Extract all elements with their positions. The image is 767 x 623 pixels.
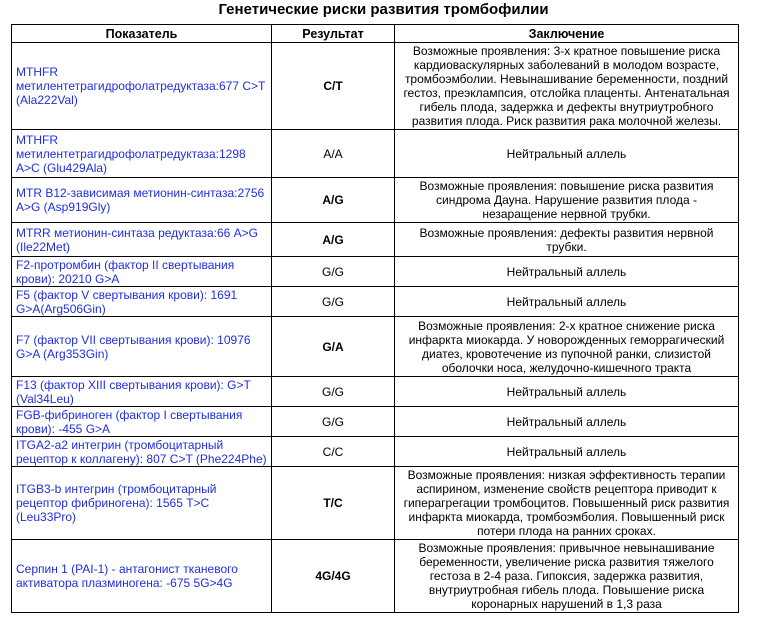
indicator-cell: MTHFR метилентетрагидрофолатредуктаза:1298 A>C (Glu429Ala) xyxy=(12,130,272,178)
indicator-cell: F7 (фактор VII свертывания крови): 10976 G>A (Arg353Gin) xyxy=(12,317,272,377)
indicator-cell: Серпин 1 (PAI-1) - антагонист тканевого активатора плазминогена: -675 5G>4G xyxy=(12,540,272,613)
conclusion-cell: Нейтральный аллель xyxy=(395,287,739,317)
conclusion-cell: Возможные проявления: дефекты развития нервной трубки. xyxy=(395,223,739,257)
indicator-cell: MTRR метионин-синтаза редуктаза:66 A>G (Ile22Met) xyxy=(12,223,272,257)
indicator-cell: ITGB3-b интегрин (тромбоцитарный рецептор фибриногена): 1565 T>C (Leu33Pro) xyxy=(12,467,272,540)
table-row xyxy=(12,223,739,257)
table-row xyxy=(12,130,739,178)
result-cell: 4G/4G xyxy=(272,540,395,613)
table-row xyxy=(12,437,739,467)
table-row xyxy=(12,407,739,437)
table-header-row xyxy=(12,25,739,43)
result-cell: A/G xyxy=(272,178,395,223)
results-table xyxy=(11,24,739,613)
conclusion-cell: Нейтральный аллель xyxy=(395,407,739,437)
result-cell: G/G xyxy=(272,377,395,407)
result-cell: G/G xyxy=(272,257,395,287)
result-cell: A/A xyxy=(272,130,395,178)
result-cell: C/T xyxy=(272,43,395,130)
indicator-cell: MTR B12-зависимая метионин-синтаза:2756 A>G (Asp919Gly) xyxy=(12,178,272,223)
table-row xyxy=(12,317,739,377)
conclusion-cell: Возможные проявления: привычное невынашивание беременности, увеличение риска развития тяжелого гестоза в 2-4 раза. Гипоксия, задержка развития, внутриутробная гибель плода. Повышение риска коронарных нарушений в 1,3 раза xyxy=(395,540,739,613)
result-cell: C/C xyxy=(272,437,395,467)
table-row xyxy=(12,43,739,130)
conclusion-cell: Возможные проявления: 3-х кратное повышение риска кардиоваскулярных заболеваний в молодом возрасте, тромбоэмболии. Невынашивание беременности, поздний гестоз, преэклампсия, отслойка плаценты. Антенатальная гибель плода, задержка и дефекты внутриутробного развития плода. Риск развития рака молочной железы. xyxy=(395,43,739,130)
result-cell: G/G xyxy=(272,287,395,317)
result-cell: G/G xyxy=(272,407,395,437)
result-cell: T/C xyxy=(272,467,395,540)
table-row xyxy=(12,377,739,407)
indicator-cell: F2-протромбин (фактор II свертывания крови): 20210 G>A xyxy=(12,257,272,287)
header-conclusion: Заключение xyxy=(395,25,739,43)
header-result: Результат xyxy=(272,25,395,43)
indicator-cell: ITGA2-a2 интегрин (тромбоцитарный рецептор к коллагену): 807 C>T (Phe224Phe) xyxy=(12,437,272,467)
page-title: Генетические риски развития тромбофилии xyxy=(218,1,549,18)
table-row xyxy=(12,257,739,287)
result-cell: A/G xyxy=(272,223,395,257)
table-row xyxy=(12,287,739,317)
indicator-cell: FGB-фибриноген (фактор I свертывания крови): -455 G>A xyxy=(12,407,272,437)
conclusion-cell: Возможные проявления: низкая эффективность терапии аспирином, изменение свойств рецептора приводит к гиперагрегации тромбоцитов. Повышенный риск развития инфаркта миокарда, тромбоэмболия. Повышенный риск потери плода на ранних сроках. xyxy=(395,467,739,540)
conclusion-cell: Нейтральный аллель xyxy=(395,437,739,467)
conclusion-cell: Возможные проявления: 2-х кратное снижение риска инфаркта миокарда. У новорожденных геморрагический диатез, кровотечение из пупочной ранки, слизистой оболочки носа, желудочно-кишечного тракта xyxy=(395,317,739,377)
table-row xyxy=(12,540,739,613)
conclusion-cell: Нейтральный аллель xyxy=(395,377,739,407)
indicator-cell: F5 (фактор V свертывания крови): 1691 G>A(Arg506Gin) xyxy=(12,287,272,317)
conclusion-cell: Возможные проявления: повышение риска развития синдрома Дауна. Нарушение развития плода - незаращение нервной трубки. xyxy=(395,178,739,223)
table-row xyxy=(12,467,739,540)
table-row xyxy=(12,178,739,223)
indicator-cell: F13 (фактор XIII свертывания крови): G>T (Val34Leu) xyxy=(12,377,272,407)
indicator-cell: MTHFR метилентетрагидрофолатредуктаза:677 C>T (Ala222Val) xyxy=(12,43,272,130)
conclusion-cell: Нейтральный аллель xyxy=(395,257,739,287)
result-cell: G/A xyxy=(272,317,395,377)
header-indicator: Показатель xyxy=(12,25,272,43)
conclusion-cell: Нейтральный аллель xyxy=(395,130,739,178)
